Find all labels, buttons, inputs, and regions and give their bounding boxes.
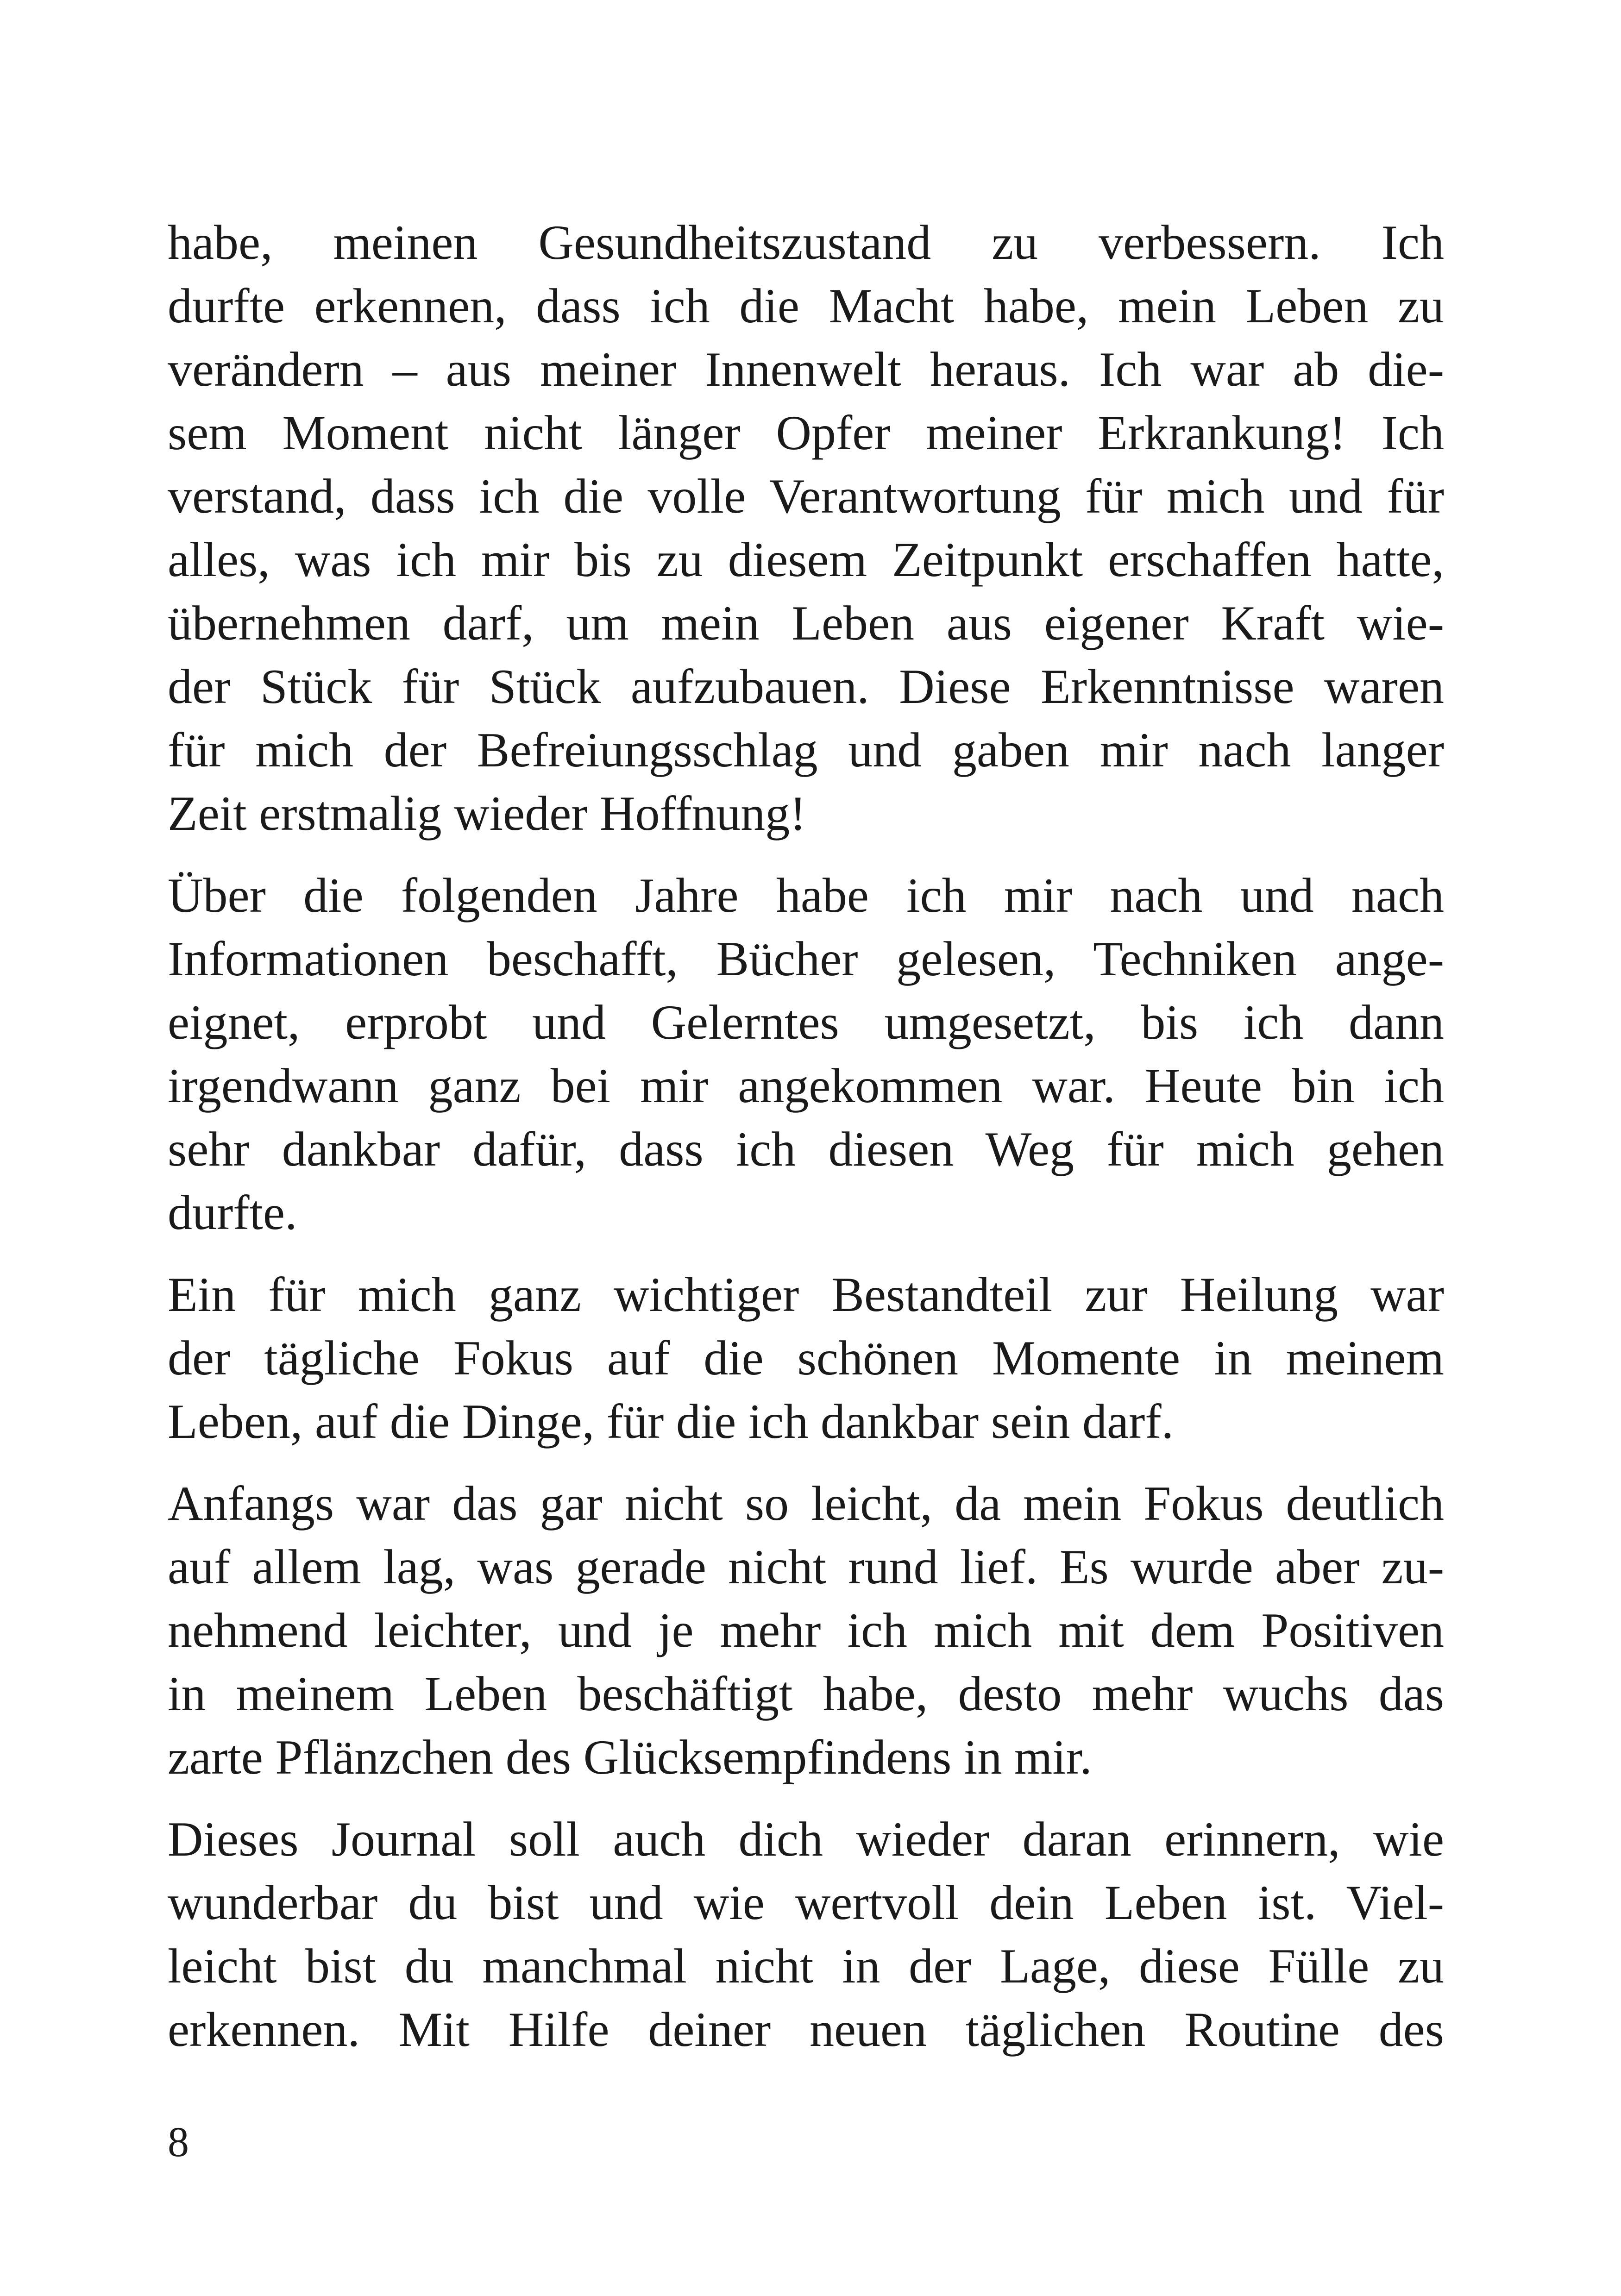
text-line: sem Moment nicht länger Opfer meiner Erkrankung! Ich xyxy=(168,406,1444,460)
page-number: 8 xyxy=(168,2118,189,2165)
text-line: auf allem lag, was gerade nicht rund lief. Es wurde aber zu- xyxy=(168,1540,1444,1594)
text-line: übernehmen darf, um mein Leben aus eigener Kraft wie- xyxy=(168,596,1444,650)
text-line: in meinem Leben beschäftigt habe, desto mehr wuchs das xyxy=(168,1667,1444,1721)
paragraph-gap xyxy=(168,1244,1444,1263)
text-line: sehr dankbar dafür, dass ich diesen Weg für mich gehen xyxy=(168,1122,1444,1176)
text-line: habe, meinen Gesundheitszustand zu verbessern. Ich xyxy=(168,215,1444,270)
text-line: Zeit erstmalig wieder Hoffnung! xyxy=(168,786,806,841)
text-line: zarte Pflänzchen des Glücksempfindens in mir. xyxy=(168,1730,1092,1784)
text-line: erkennen. Mit Hilfe deiner neuen täglichen Routine des xyxy=(168,2002,1444,2057)
text-line: irgendwann ganz bei mir angekommen war. Heute bin ich xyxy=(168,1059,1444,1113)
paragraph-gap xyxy=(168,1453,1444,1472)
text-line: verstand, dass ich die volle Verantwortung für mich und für xyxy=(168,469,1444,523)
body-text xyxy=(168,211,1444,2061)
text-line: wunderbar du bist und wie wertvoll dein Leben ist. Viel- xyxy=(168,1876,1444,1930)
text-line: durfte. xyxy=(168,1186,297,1240)
paragraph xyxy=(168,1263,1444,1453)
text-line: leicht bist du manchmal nicht in der Lage, diese Fülle zu xyxy=(168,1939,1444,1993)
text-line: Leben, auf die Dinge, für die ich dankbar sein darf. xyxy=(168,1394,1174,1449)
paragraph-gap xyxy=(168,1789,1444,1807)
text-line: der Stück für Stück aufzubauen. Diese Erkenntnisse waren xyxy=(168,659,1444,714)
paragraph xyxy=(168,864,1444,1244)
text-line: durfte erkennen, dass ich die Macht habe, mein Leben zu xyxy=(168,279,1444,333)
text-line: Ein für mich ganz wichtiger Bestandteil zur Heilung war xyxy=(168,1267,1444,1322)
text-line: der tägliche Fokus auf die schönen Momente in meinem xyxy=(168,1331,1444,1385)
paragraph xyxy=(168,1807,1444,2061)
paragraph xyxy=(168,211,1444,845)
text-line: für mich der Befreiungsschlag und gaben mir nach langer xyxy=(168,723,1444,777)
text-line: Über die folgenden Jahre habe ich mir nach und nach xyxy=(168,868,1444,922)
text-line: Anfangs war das gar nicht so leicht, da mein Fokus deutlich xyxy=(168,1476,1444,1531)
text-line: Informationen beschafft, Bücher gelesen, Techniken ange- xyxy=(168,932,1444,986)
text-line: eignet, erprobt und Gelerntes umgesetzt, bis ich dann xyxy=(168,995,1444,1049)
text-line: Dieses Journal soll auch dich wieder daran erinnern, wie xyxy=(168,1812,1444,1866)
text-line: nehmend leichter, und je mehr ich mich mit dem Positiven xyxy=(168,1603,1444,1657)
paragraph-gap xyxy=(168,845,1444,864)
text-line: alles, was ich mir bis zu diesem Zeitpunkt erschaffen hatte, xyxy=(168,533,1444,587)
paragraph xyxy=(168,1472,1444,1789)
text-line: verändern – aus meiner Innenwelt heraus. Ich war ab die- xyxy=(168,342,1444,396)
